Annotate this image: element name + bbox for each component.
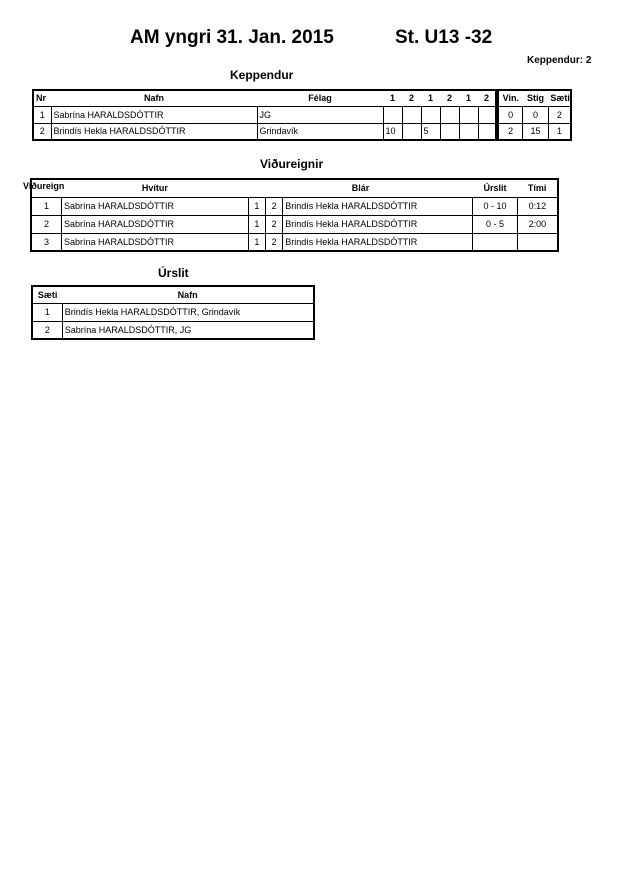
participants-heading: Keppendur [230, 68, 294, 82]
col-wins: Vin. [502, 93, 519, 104]
col-r3b: 2 [483, 93, 489, 104]
score-cell: 5 [421, 123, 440, 140]
col-r2b: 2 [446, 93, 452, 104]
participant-club: JG [257, 106, 383, 123]
white-name: Sabrína HARALDSDÓTTIR [61, 215, 248, 233]
col-club: Félag [308, 93, 332, 104]
participant-count: Keppendur: 2 [527, 55, 592, 66]
place-cell: 1 [548, 123, 571, 140]
blue-id: 2 [266, 233, 283, 251]
result-place: 1 [32, 303, 62, 321]
results-table [31, 285, 315, 340]
participant-nr: 2 [33, 123, 51, 140]
col-points: Stig [527, 93, 545, 104]
time-cell [517, 233, 558, 251]
standings-header-row [498, 90, 571, 106]
wins-cell: 0 [498, 106, 523, 123]
matches-table [23, 178, 559, 252]
participants-table [32, 89, 497, 141]
result-name: Sabrína HARALDSDÓTTIR, JG [62, 321, 314, 339]
result-name: Brindís Hekla HARALDSDÓTTIR, Grindavík [62, 303, 314, 321]
table-row [31, 233, 558, 251]
table-row [498, 106, 571, 123]
place-cell: 2 [548, 106, 571, 123]
matches-heading: Viðureignir [260, 157, 324, 171]
result-place: 2 [32, 321, 62, 339]
points-cell: 0 [523, 106, 549, 123]
table-row [31, 197, 558, 215]
score-cell [478, 106, 496, 123]
white-name: Sabrína HARALDSDÓTTIR [61, 233, 248, 251]
score-cell [459, 106, 478, 123]
standings-table [497, 89, 572, 141]
result-cell: 0 - 10 [473, 197, 518, 215]
col-result: Úrslit [483, 183, 507, 194]
score-cell [440, 106, 459, 123]
table-row [33, 123, 496, 140]
blue-name: Brindís Hekla HARALDSDÓTTIR [283, 215, 473, 233]
col-blue: Blár [351, 183, 370, 194]
col-r3a: 1 [465, 93, 471, 104]
time-cell: 2:00 [517, 215, 558, 233]
col-r2a: 1 [427, 93, 433, 104]
score-cell [402, 106, 421, 123]
match-no: 2 [31, 215, 61, 233]
blue-id: 2 [266, 215, 283, 233]
score-cell [402, 123, 421, 140]
col-r1a: 1 [389, 93, 395, 104]
white-id: 1 [248, 197, 265, 215]
participant-name: Sabrína HARALDSDÓTTIR [51, 106, 257, 123]
blue-name: Brindís Hekla HARALDSDÓTTIR [283, 197, 473, 215]
results-heading: Úrslit [158, 266, 189, 280]
table-row [32, 303, 314, 321]
score-cell [459, 123, 478, 140]
matches-header-row [31, 179, 558, 197]
results-header-row [32, 286, 314, 303]
table-row [33, 106, 496, 123]
match-no: 3 [31, 233, 61, 251]
col-match-label: Viðureign [23, 181, 65, 191]
white-name: Sabrína HARALDSDÓTTIR [61, 197, 248, 215]
score-cell [421, 106, 440, 123]
table-row [31, 215, 558, 233]
col-time: Tími [527, 183, 547, 194]
match-no: 1 [31, 197, 61, 215]
participant-club: Grindavík [257, 123, 383, 140]
white-id: 1 [248, 215, 265, 233]
wins-cell: 2 [498, 123, 523, 140]
score-cell [383, 106, 402, 123]
score-cell [440, 123, 459, 140]
white-id: 1 [248, 233, 265, 251]
col-name: Nafn [144, 93, 164, 104]
table-row [498, 123, 571, 140]
score-cell [478, 123, 496, 140]
time-cell: 0:12 [517, 197, 558, 215]
result-cell [473, 233, 518, 251]
participant-name: Brindís Hekla HARALDSDÓTTIR [51, 123, 257, 140]
col-name: Nafn [177, 289, 198, 300]
blue-name: Brindís Hekla HARALDSDÓTTIR [283, 233, 473, 251]
blue-id: 2 [266, 197, 283, 215]
table-row [32, 321, 314, 339]
col-r1b: 2 [408, 93, 414, 104]
category-title: St. U13 -32 [395, 27, 493, 48]
points-cell: 15 [523, 123, 549, 140]
col-white: Hvítur [141, 183, 168, 194]
result-cell: 0 - 5 [473, 215, 518, 233]
participants-header-row [33, 90, 496, 106]
score-cell: 10 [383, 123, 402, 140]
col-nr: Nr [36, 93, 47, 104]
col-place: Sæti [550, 93, 570, 104]
participant-nr: 1 [33, 106, 51, 123]
col-place: Sæti [37, 289, 58, 300]
page-title: AM yngri 31. Jan. 2015 [130, 27, 334, 48]
col-match [23, 179, 65, 197]
